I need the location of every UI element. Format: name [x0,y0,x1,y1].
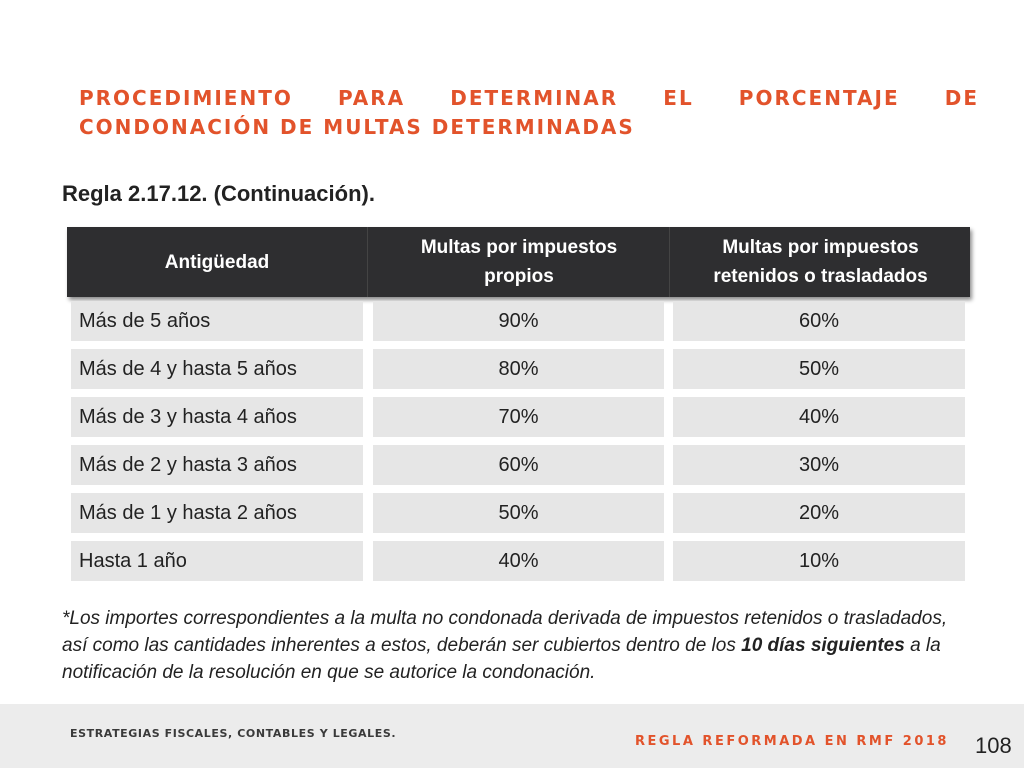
table-row [0,541,1024,581]
cell-propios: 40% [373,541,664,581]
header-multas-retenidos [669,227,971,297]
footer-brand-text: ESTRATEGIAS FISCALES, CONTABLES Y LEGALES. [70,727,397,740]
page-number: 108 [975,733,1012,758]
header-antiguedad [67,227,367,297]
footnote-text-end: a la notificación de la resolución en que se autorice la condonación. [62,635,941,683]
footnote-emphasis: 10 días siguientes [741,635,905,656]
cell-propios: 70% [373,397,664,437]
cell-retenidos: 60% [673,301,965,341]
cell-antiguedad: Más de 1 y hasta 2 años [71,493,363,533]
footer-rule-note: REGLA REFORMADA EN RMF 2018 [635,734,949,749]
table-header [67,227,970,297]
header-multas-retenidos-line1: Multas por impuestos [722,237,919,258]
table-row [0,493,1024,533]
footnote [62,605,962,686]
cell-propios: 60% [373,445,664,485]
cell-antiguedad: Más de 2 y hasta 3 años [71,445,363,485]
header-multas-propios-line1: Multas por impuestos [420,237,618,258]
cell-propios: 80% [373,349,664,389]
header-antiguedad-label: Antigüedad [164,251,270,273]
table-row [0,445,1024,485]
table-row [0,349,1024,389]
cell-propios: 50% [373,493,664,533]
cell-antiguedad: Más de 4 y hasta 5 años [71,349,363,389]
table-row [0,397,1024,437]
cell-antiguedad: Más de 5 años [71,301,363,341]
cell-retenidos: 10% [673,541,965,581]
header-multas-propios-line2: propios [484,266,554,287]
cell-retenidos: 20% [673,493,965,533]
heading-line-1: PROCEDIMIENTO PARA DETERMINAR EL PORCENTAJE DE [79,86,979,110]
cell-retenidos: 30% [673,445,965,485]
footer-bar [0,704,1024,768]
cell-antiguedad: Más de 3 y hasta 4 años [71,397,363,437]
table-row [0,301,1024,341]
header-multas-propios [367,227,670,297]
section-heading [79,84,979,142]
cell-retenidos: 50% [673,349,965,389]
cell-retenidos: 40% [673,397,965,437]
heading-line-2: CONDONACIÓN DE MULTAS DETERMINADAS [79,115,635,139]
footnote-text-start: *Los importes correspondientes a la multa no condonada derivada de impuestos retenidos o trasladados, así como las cantidades inherentes a estos, deberán ser cubiertos dentro de los [62,608,948,656]
cell-antiguedad: Hasta 1 año [71,541,363,581]
header-multas-retenidos-line2: retenidos o trasladados [713,266,928,287]
cell-propios: 90% [373,301,664,341]
rule-subtitle: Regla 2.17.12. (Continuación). [62,181,375,206]
